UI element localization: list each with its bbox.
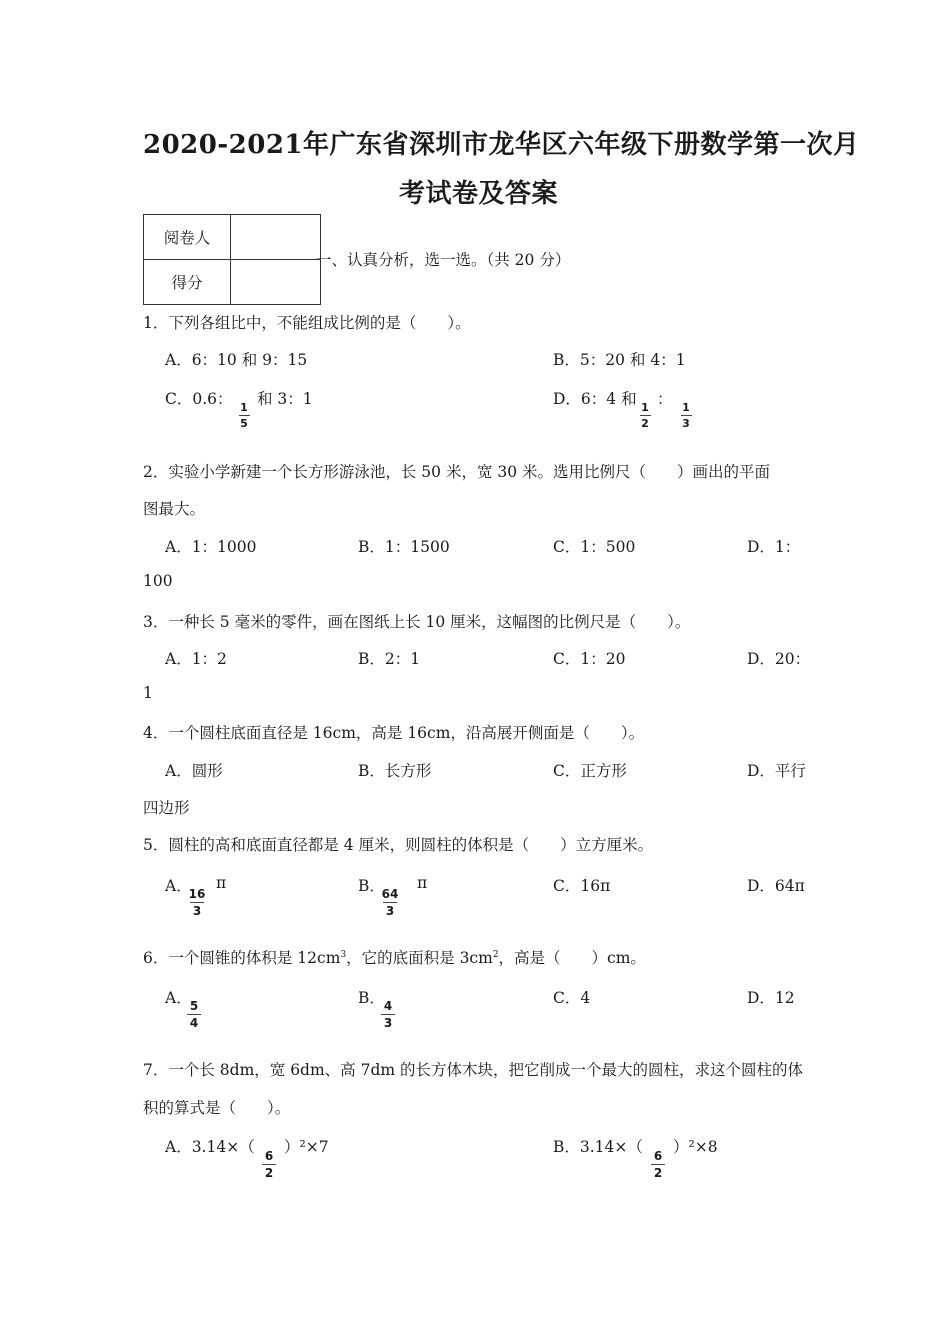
q5-option-a-pi: π	[216, 874, 227, 892]
fraction-numerator: 1	[240, 401, 248, 414]
q6-stem-part3: ，高是（ ）cm。	[498, 949, 646, 967]
q1-c-fraction	[237, 402, 251, 429]
q5-stem: 5．圆柱的高和底面直径都是 4 厘米，则圆柱的体积是（ ）立方厘米。	[143, 836, 654, 854]
q1-stem: 1．下列各组比中，不能组成比例的是（ ）。	[143, 314, 471, 332]
q1-option-a[interactable]: A．6：10 和 9：15	[165, 351, 308, 369]
q1-option-c-suffix: 和 3：1	[257, 390, 313, 408]
q6-b-fraction	[381, 1000, 395, 1029]
q4-option-c[interactable]: C．正方形	[553, 762, 627, 780]
q5-option-b-prefix[interactable]: B．	[358, 877, 385, 895]
score-label: 得分	[144, 260, 231, 305]
q1-option-b[interactable]: B．5：20 和 4：1	[553, 351, 686, 369]
q2-option-a[interactable]: A．1：1000	[165, 538, 257, 556]
q2-option-c[interactable]: C．1：500	[553, 538, 636, 556]
reviewer-label: 阅卷人	[144, 215, 231, 260]
q6-stem-part1: 6．一个圆锥的体积是 12cm	[143, 949, 341, 967]
fraction-denominator: 4	[189, 1016, 199, 1030]
fraction-numerator: 1	[641, 401, 649, 414]
q4-option-d-wrap: 四边形	[143, 799, 190, 817]
q3-stem: 3．一种长 5 毫米的零件，画在图纸上长 10 厘米，这幅图的比例尺是（ ）。	[143, 613, 691, 631]
q4-option-d[interactable]: D．平行	[747, 762, 806, 780]
fraction-denominator: 3	[682, 417, 690, 430]
q2-stem-line1: 2．实验小学新建一个长方形游泳池，长 50 米，宽 30 米。选用比例尺（ ）画出的平面	[143, 463, 771, 481]
q6-stem-part2: ，它的底面积是 3cm	[346, 949, 493, 967]
q2-option-b[interactable]: B．1：1500	[358, 538, 450, 556]
fraction-numerator: 16	[188, 887, 206, 901]
q6-superscript-2: 2	[492, 949, 499, 960]
section-heading: 一、认真分析，选一选。（共 20 分）	[316, 251, 571, 269]
q1-option-d-colon: ：	[657, 390, 673, 408]
q5-option-d[interactable]: D．64π	[747, 877, 805, 895]
fraction-denominator: 5	[240, 417, 248, 430]
fraction-denominator: 2	[641, 417, 649, 430]
fraction-numerator: 5	[189, 999, 199, 1013]
q5-option-b-pi: π	[417, 874, 428, 892]
q3-option-d-wrap: 1	[143, 684, 153, 702]
q7-stem-line2: 积的算式是（ ）。	[143, 1099, 291, 1117]
q4-option-a[interactable]: A．圆形	[165, 762, 223, 780]
q6-a-fraction	[187, 1000, 201, 1029]
q7-a-fraction	[262, 1150, 276, 1179]
q4-option-b[interactable]: B．长方形	[358, 762, 432, 780]
q2-option-d[interactable]: D．1：	[747, 538, 801, 556]
q6-superscript-1: 3	[340, 949, 347, 960]
q6-option-b-prefix[interactable]: B．	[358, 989, 385, 1007]
q7-option-b-prefix[interactable]: B．3.14×（	[553, 1138, 643, 1156]
q7-option-a-prefix[interactable]: A．3.14×（	[165, 1138, 255, 1156]
q5-a-fraction	[190, 888, 204, 917]
q2-option-d-wrap: 100	[143, 572, 173, 590]
fraction-denominator: 3	[383, 1016, 393, 1030]
q4-stem: 4．一个圆柱底面直径是 16cm，高是 16cm，沿高展开侧面是（ ）。	[143, 724, 645, 742]
fraction-denominator: 3	[385, 904, 395, 918]
q3-option-d[interactable]: D．20：	[747, 650, 811, 668]
page-title-line1: 2020-2021年广东省深圳市龙华区六年级下册数学第一次月	[143, 130, 860, 160]
q3-option-b[interactable]: B．2：1	[358, 650, 421, 668]
fraction-numerator: 4	[383, 999, 393, 1013]
score-box	[143, 214, 321, 305]
score-field[interactable]	[231, 260, 321, 305]
reviewer-field[interactable]	[231, 215, 321, 260]
fraction-denominator: 3	[192, 904, 202, 918]
q2-stem-line2: 图最大。	[143, 500, 206, 518]
q6-stem	[143, 946, 646, 968]
q1-option-d-prefix[interactable]: D．6：4 和	[553, 390, 637, 408]
q7-option-a-suffix: ）²×7	[284, 1138, 329, 1156]
q3-option-a[interactable]: A．1：2	[165, 650, 227, 668]
q5-option-a-prefix[interactable]: A．	[165, 877, 192, 895]
page-title-line2: 考试卷及答案	[399, 179, 559, 209]
q1-d-fraction-2	[679, 402, 693, 429]
fraction-numerator: 1	[682, 401, 690, 414]
q7-b-fraction	[651, 1150, 665, 1179]
q5-b-fraction	[383, 888, 397, 917]
fraction-numerator: 64	[381, 887, 399, 901]
fraction-numerator: 6	[264, 1149, 274, 1163]
q6-option-d[interactable]: D．12	[747, 989, 795, 1007]
q7-stem-line1: 7．一个长 8dm，宽 6dm、高 7dm 的长方体木块，把它削成一个最大的圆柱，求这个圆柱的体	[143, 1061, 804, 1079]
q6-option-a-prefix[interactable]: A．	[165, 989, 192, 1007]
fraction-denominator: 2	[653, 1166, 663, 1180]
q1-option-c-prefix[interactable]: C．0.6：	[165, 390, 233, 408]
q5-option-c[interactable]: C．16π	[553, 877, 611, 895]
q6-option-c[interactable]: C．4	[553, 989, 591, 1007]
q3-option-c[interactable]: C．1：20	[553, 650, 626, 668]
fraction-numerator: 6	[653, 1149, 663, 1163]
q7-option-b-suffix: ）²×8	[673, 1138, 718, 1156]
q1-d-fraction-1	[638, 402, 652, 429]
fraction-denominator: 2	[264, 1166, 274, 1180]
